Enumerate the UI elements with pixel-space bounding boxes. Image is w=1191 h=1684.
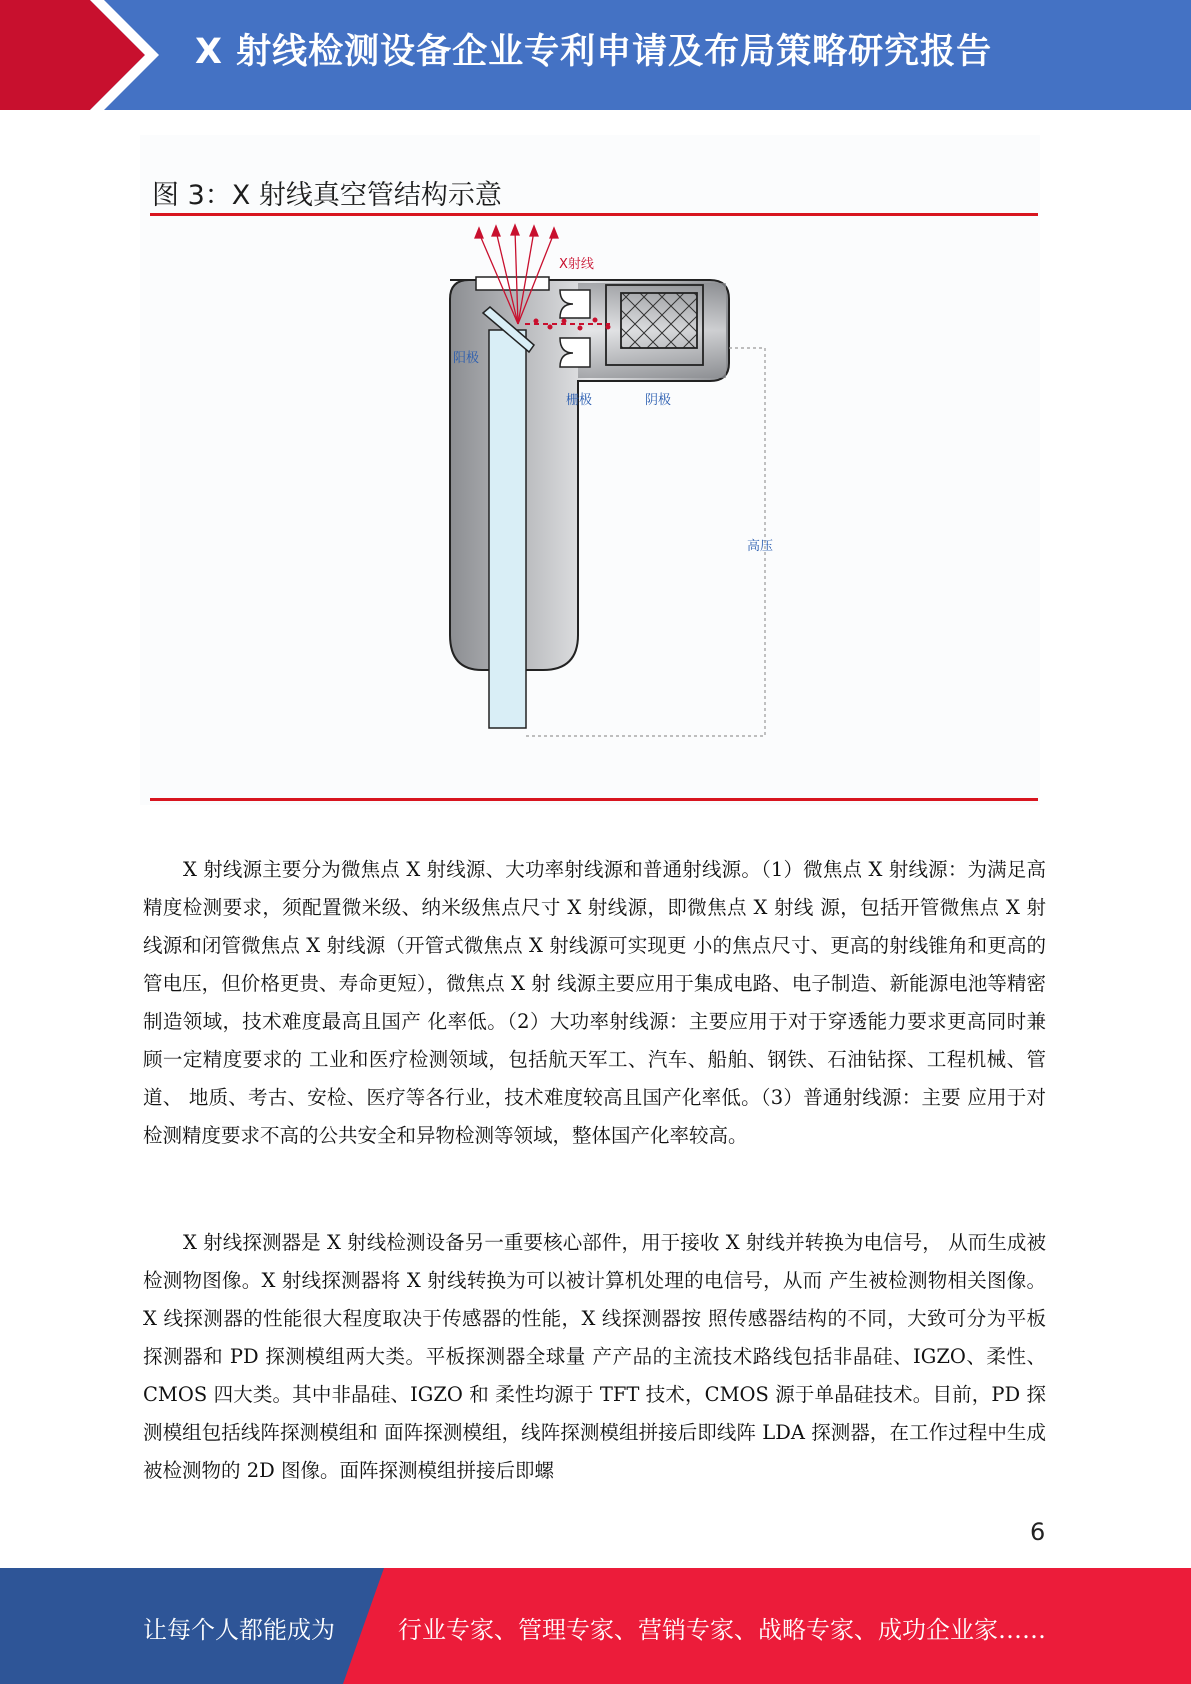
label-xray: X射线 bbox=[559, 257, 594, 272]
anode-rod bbox=[489, 330, 526, 728]
figure-title: 图 3：X 射线真空管结构示意 bbox=[152, 180, 502, 211]
page-number: 6 bbox=[1030, 1518, 1046, 1546]
label-cathode: 阴极 bbox=[645, 393, 672, 408]
xray-window bbox=[476, 277, 549, 290]
paragraph-xray-source: X 射线源主要分为微焦点 X 射线源、大功率射线源和普通射线源。（1）微焦点 X 射线源：为满足高精度检测要求，须配置微米级、纳米级焦点尺寸 X 射线源，即微焦点 X 射线 源，包括开管微焦点 X 射线源和闭管微焦点 X 射线源（开管式微焦点 X 射线源可实现更 小的焦点尺寸、更高的射线锥角和更高的管电压，但价格更贵、寿命更短），微焦点 X 射 线源主要应用于集成电路、电子制造、新能源电池等精密制造领域，技术难度最高且国产 化率低。（2）大功率射线源：主要应用于对于穿透能力要求更高同时兼顾一定精度要求的 工业和医疗检测领域，包括航天军工、汽车、船舶、钢铁、石油钻探、工程机械、管道、 地质、考古、安检、医疗等各行业，技术难度较高且国产化率低。（3）普通射线源：主要 应用于对检测精度要求不高的公共安全和异物检测等领域，整体国产化率较高。 bbox=[143, 858, 1046, 1147]
figure-xray-tube bbox=[140, 135, 1040, 805]
label-anode: 阳极 bbox=[453, 351, 480, 366]
paragraph-xray-detector: X 射线探测器是 X 射线检测设备另一重要核心部件，用于接收 X 射线并转换为电信号， 从而生成被检测物图像。X 射线探测器将 X 射线转换为可以被计算机处理的电信号，从而 产生被检测物相关图像。X 线探测器的性能很大程度取决于传感器的性能，X 线探测器按 照传感器结构的不同，大致可分为平板探测器和 PD 探测模组两大类。平板探测器全球量 产产品的主流技术路线包括非晶硅、IGZO、柔性、CMOS 四大类。其中非晶硅、IGZO 和 柔性均源于 TFT 技术，CMOS 源于单晶硅技术。目前，PD 探测模组包括线阵探测模组和 面阵探测模组，线阵探测模组拼接后即线阵 LDA 探测器，在工作过程中生成被检测物的 2D 图像。面阵探测模组拼接后即螺 bbox=[143, 1231, 1046, 1482]
figure-bottom-rule bbox=[150, 798, 1038, 801]
label-grid: 栅极 bbox=[566, 393, 593, 408]
label-high-voltage: 高压 bbox=[747, 539, 774, 554]
page-footer bbox=[0, 1568, 1191, 1684]
footer-slogan-left: 让每个人都能成为 bbox=[143, 1616, 335, 1644]
footer-slogan-right: 行业专家、管理专家、营销专家、战略专家、成功企业家…… bbox=[398, 1616, 1046, 1644]
xray-tube-diagram bbox=[140, 135, 1040, 805]
cathode-filament bbox=[621, 293, 697, 348]
page-header bbox=[0, 0, 1191, 110]
report-title: X 射线检测设备企业专利申请及布局策略研究报告 bbox=[195, 32, 993, 72]
